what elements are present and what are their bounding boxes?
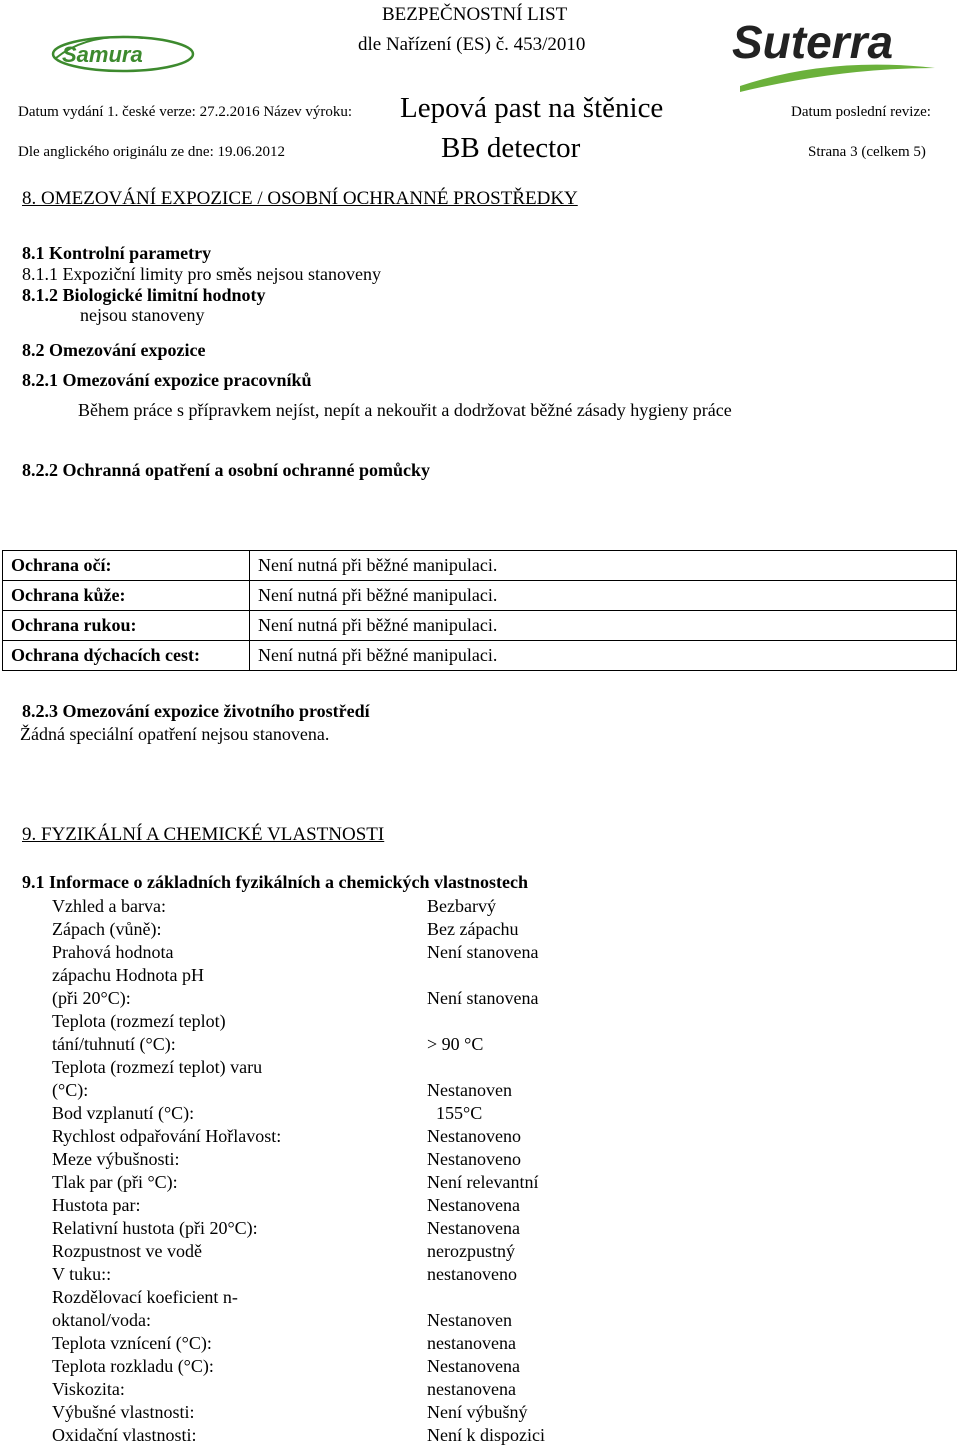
- regulation-reference: dle Nařízení (ES) č. 453/2010: [358, 34, 586, 55]
- product-name: Lepová past na štěnice: [400, 92, 664, 124]
- property-value: Nestanoveno: [427, 1149, 521, 1169]
- property-value: Není stanovena: [427, 942, 539, 962]
- samura-logo: [48, 28, 198, 78]
- property-label: (při 20°C):: [52, 988, 131, 1008]
- property-row: [52, 1171, 652, 1194]
- property-row: [52, 941, 652, 964]
- property-row: [52, 895, 652, 918]
- ppe-value: Není nutná při běžné manipulaci.: [250, 551, 957, 581]
- product-name-2: BB detector: [441, 132, 581, 164]
- property-label: Bod vzplanutí (°C):: [52, 1103, 195, 1123]
- property-row: [52, 1194, 652, 1217]
- table-row: [3, 611, 957, 641]
- property-row: [52, 1424, 652, 1447]
- property-row: [52, 1217, 652, 1240]
- ppe-label: Ochrana očí:: [3, 551, 250, 581]
- property-row: [52, 1010, 652, 1033]
- table-row: [3, 581, 957, 611]
- section-8-2-1-text: Během práce s přípravkem nejíst, nepít a nekouřit a dodržovat běžné zásady hygieny práce: [78, 400, 732, 420]
- issue-date-line: Datum vydání 1. české verze: 27.2.2016 Název výroku:: [18, 104, 353, 120]
- property-value: Nestanoven: [427, 1310, 512, 1330]
- property-row: [52, 1240, 652, 1263]
- ppe-label: Ochrana kůže:: [3, 581, 250, 611]
- property-row: [52, 1286, 652, 1309]
- property-value: Není stanovena: [427, 988, 539, 1008]
- property-label: Teplota vznícení (°C):: [52, 1333, 212, 1353]
- property-label: Hustota par:: [52, 1195, 141, 1215]
- property-row: [52, 987, 652, 1010]
- property-label: oktanol/voda:: [52, 1310, 151, 1330]
- property-label: Relativní hustota (při 20°C):: [52, 1218, 258, 1238]
- property-label: Rychlost odpařování Hořlavost:: [52, 1126, 282, 1146]
- property-row: [52, 918, 652, 941]
- property-row: [52, 1401, 652, 1424]
- property-value: Nestanovena: [427, 1218, 520, 1238]
- ppe-value: Není nutná při běžné manipulaci.: [250, 611, 957, 641]
- section-8-2-3-heading: 8.2.3 Omezování expozice životního prostředí: [22, 701, 370, 721]
- suterra-logo-text: Suterra: [732, 16, 894, 68]
- property-label: Zápach (vůně):: [52, 919, 162, 939]
- ppe-label: Ochrana dýchacích cest:: [3, 641, 250, 671]
- property-value: Nestanovena: [427, 1195, 520, 1215]
- property-row: [52, 1125, 652, 1148]
- property-value: nerozpustný: [427, 1241, 515, 1261]
- property-label: Oxidační vlastnosti:: [52, 1425, 197, 1445]
- section-8-2-3-text: Žádná speciální opatření nejsou stanovena.: [20, 724, 330, 744]
- property-label: Vzhled a barva:: [52, 896, 166, 916]
- ppe-label: Ochrana rukou:: [3, 611, 250, 641]
- property-label: (°C):: [52, 1080, 89, 1100]
- property-row: [52, 1033, 652, 1056]
- property-label: Teplota (rozmezí teplot) varu: [52, 1057, 263, 1077]
- ppe-table: [2, 550, 957, 671]
- property-label: Teplota rozkladu (°C):: [52, 1356, 214, 1376]
- property-label: Výbušné vlastnosti:: [52, 1402, 195, 1422]
- property-value: Bez zápachu: [427, 919, 519, 939]
- property-row: [52, 1378, 652, 1401]
- section-9-1-heading: 9.1 Informace o základních fyzikálních a chemických vlastnostech: [22, 872, 528, 892]
- property-row: [52, 1263, 652, 1286]
- property-value: Není k dispozici: [427, 1425, 545, 1445]
- property-label: zápachu Hodnota pH: [52, 965, 204, 985]
- original-date-line: Dle anglického originálu ze dne: 19.06.2012: [18, 144, 286, 160]
- ppe-value: Není nutná při běžné manipulaci.: [250, 581, 957, 611]
- section-8-2-1-heading: 8.2.1 Omezování expozice pracovníků: [22, 370, 312, 390]
- property-label: Viskozita:: [52, 1379, 125, 1399]
- table-row: [3, 641, 957, 671]
- section-8-2-2-heading: 8.2.2 Ochranná opatření a osobní ochranné pomůcky: [22, 460, 431, 480]
- section-8-1-2-value: nejsou stanoveny: [80, 305, 205, 325]
- section-8-1-heading: 8.1 Kontrolní parametry: [22, 243, 212, 263]
- property-label: Meze výbušnosti:: [52, 1149, 180, 1169]
- property-row: [52, 1355, 652, 1378]
- property-value: Nestanoveno: [427, 1126, 521, 1146]
- document-title: BEZPEČNOSTNÍ LIST: [382, 4, 568, 25]
- suterra-logo: [720, 6, 948, 94]
- property-label: Tlak par (při °C):: [52, 1172, 178, 1192]
- property-row: [52, 1056, 652, 1079]
- properties-list: [52, 895, 652, 1447]
- property-row: [52, 1309, 652, 1332]
- property-value: nestanoveno: [427, 1264, 517, 1284]
- property-label: tání/tuhnutí (°C):: [52, 1034, 176, 1054]
- samura-logo-text: Samura: [62, 42, 143, 67]
- property-row: [52, 1332, 652, 1355]
- property-value: Bezbarvý: [427, 896, 496, 916]
- property-row: [52, 1079, 652, 1102]
- property-label: Prahová hodnota: [52, 942, 174, 962]
- property-value: Nestanoven: [427, 1080, 512, 1100]
- property-label: Teplota (rozmezí teplot): [52, 1011, 226, 1031]
- property-value: nestanovena: [427, 1333, 516, 1353]
- property-value: 155°C: [427, 1103, 483, 1123]
- property-row: [52, 1102, 652, 1125]
- property-value: > 90 °C: [427, 1034, 484, 1054]
- section-8-title: 8. OMEZOVÁNÍ EXPOZICE / OSOBNÍ OCHRANNÉ PROSTŘEDKY: [22, 188, 578, 209]
- table-row: [3, 551, 957, 581]
- section-8-1-2-heading: 8.1.2 Biologické limitní hodnoty: [22, 285, 266, 305]
- property-value: nestanovena: [427, 1379, 516, 1399]
- property-row: [52, 964, 652, 987]
- revision-date-label: Datum poslední revize:: [791, 104, 931, 120]
- property-label: V tuku::: [52, 1264, 112, 1284]
- property-value: Není relevantní: [427, 1172, 539, 1192]
- property-row: [52, 1148, 652, 1171]
- property-label: Rozpustnost ve vodě: [52, 1241, 202, 1261]
- section-9-title: 9. FYZIKÁLNÍ A CHEMICKÉ VLASTNOSTI: [22, 824, 385, 845]
- section-8-2-heading: 8.2 Omezování expozice: [22, 340, 206, 360]
- section-8-1-1: 8.1.1 Expoziční limity pro směs nejsou stanoveny: [22, 264, 381, 284]
- property-value: Nestanovena: [427, 1356, 520, 1376]
- property-label: Rozdělovací koeficient n-: [52, 1287, 238, 1307]
- ppe-value: Není nutná při běžné manipulaci.: [250, 641, 957, 671]
- property-value: Není výbušný: [427, 1402, 528, 1422]
- page-indicator: Strana 3 (celkem 5): [808, 144, 926, 160]
